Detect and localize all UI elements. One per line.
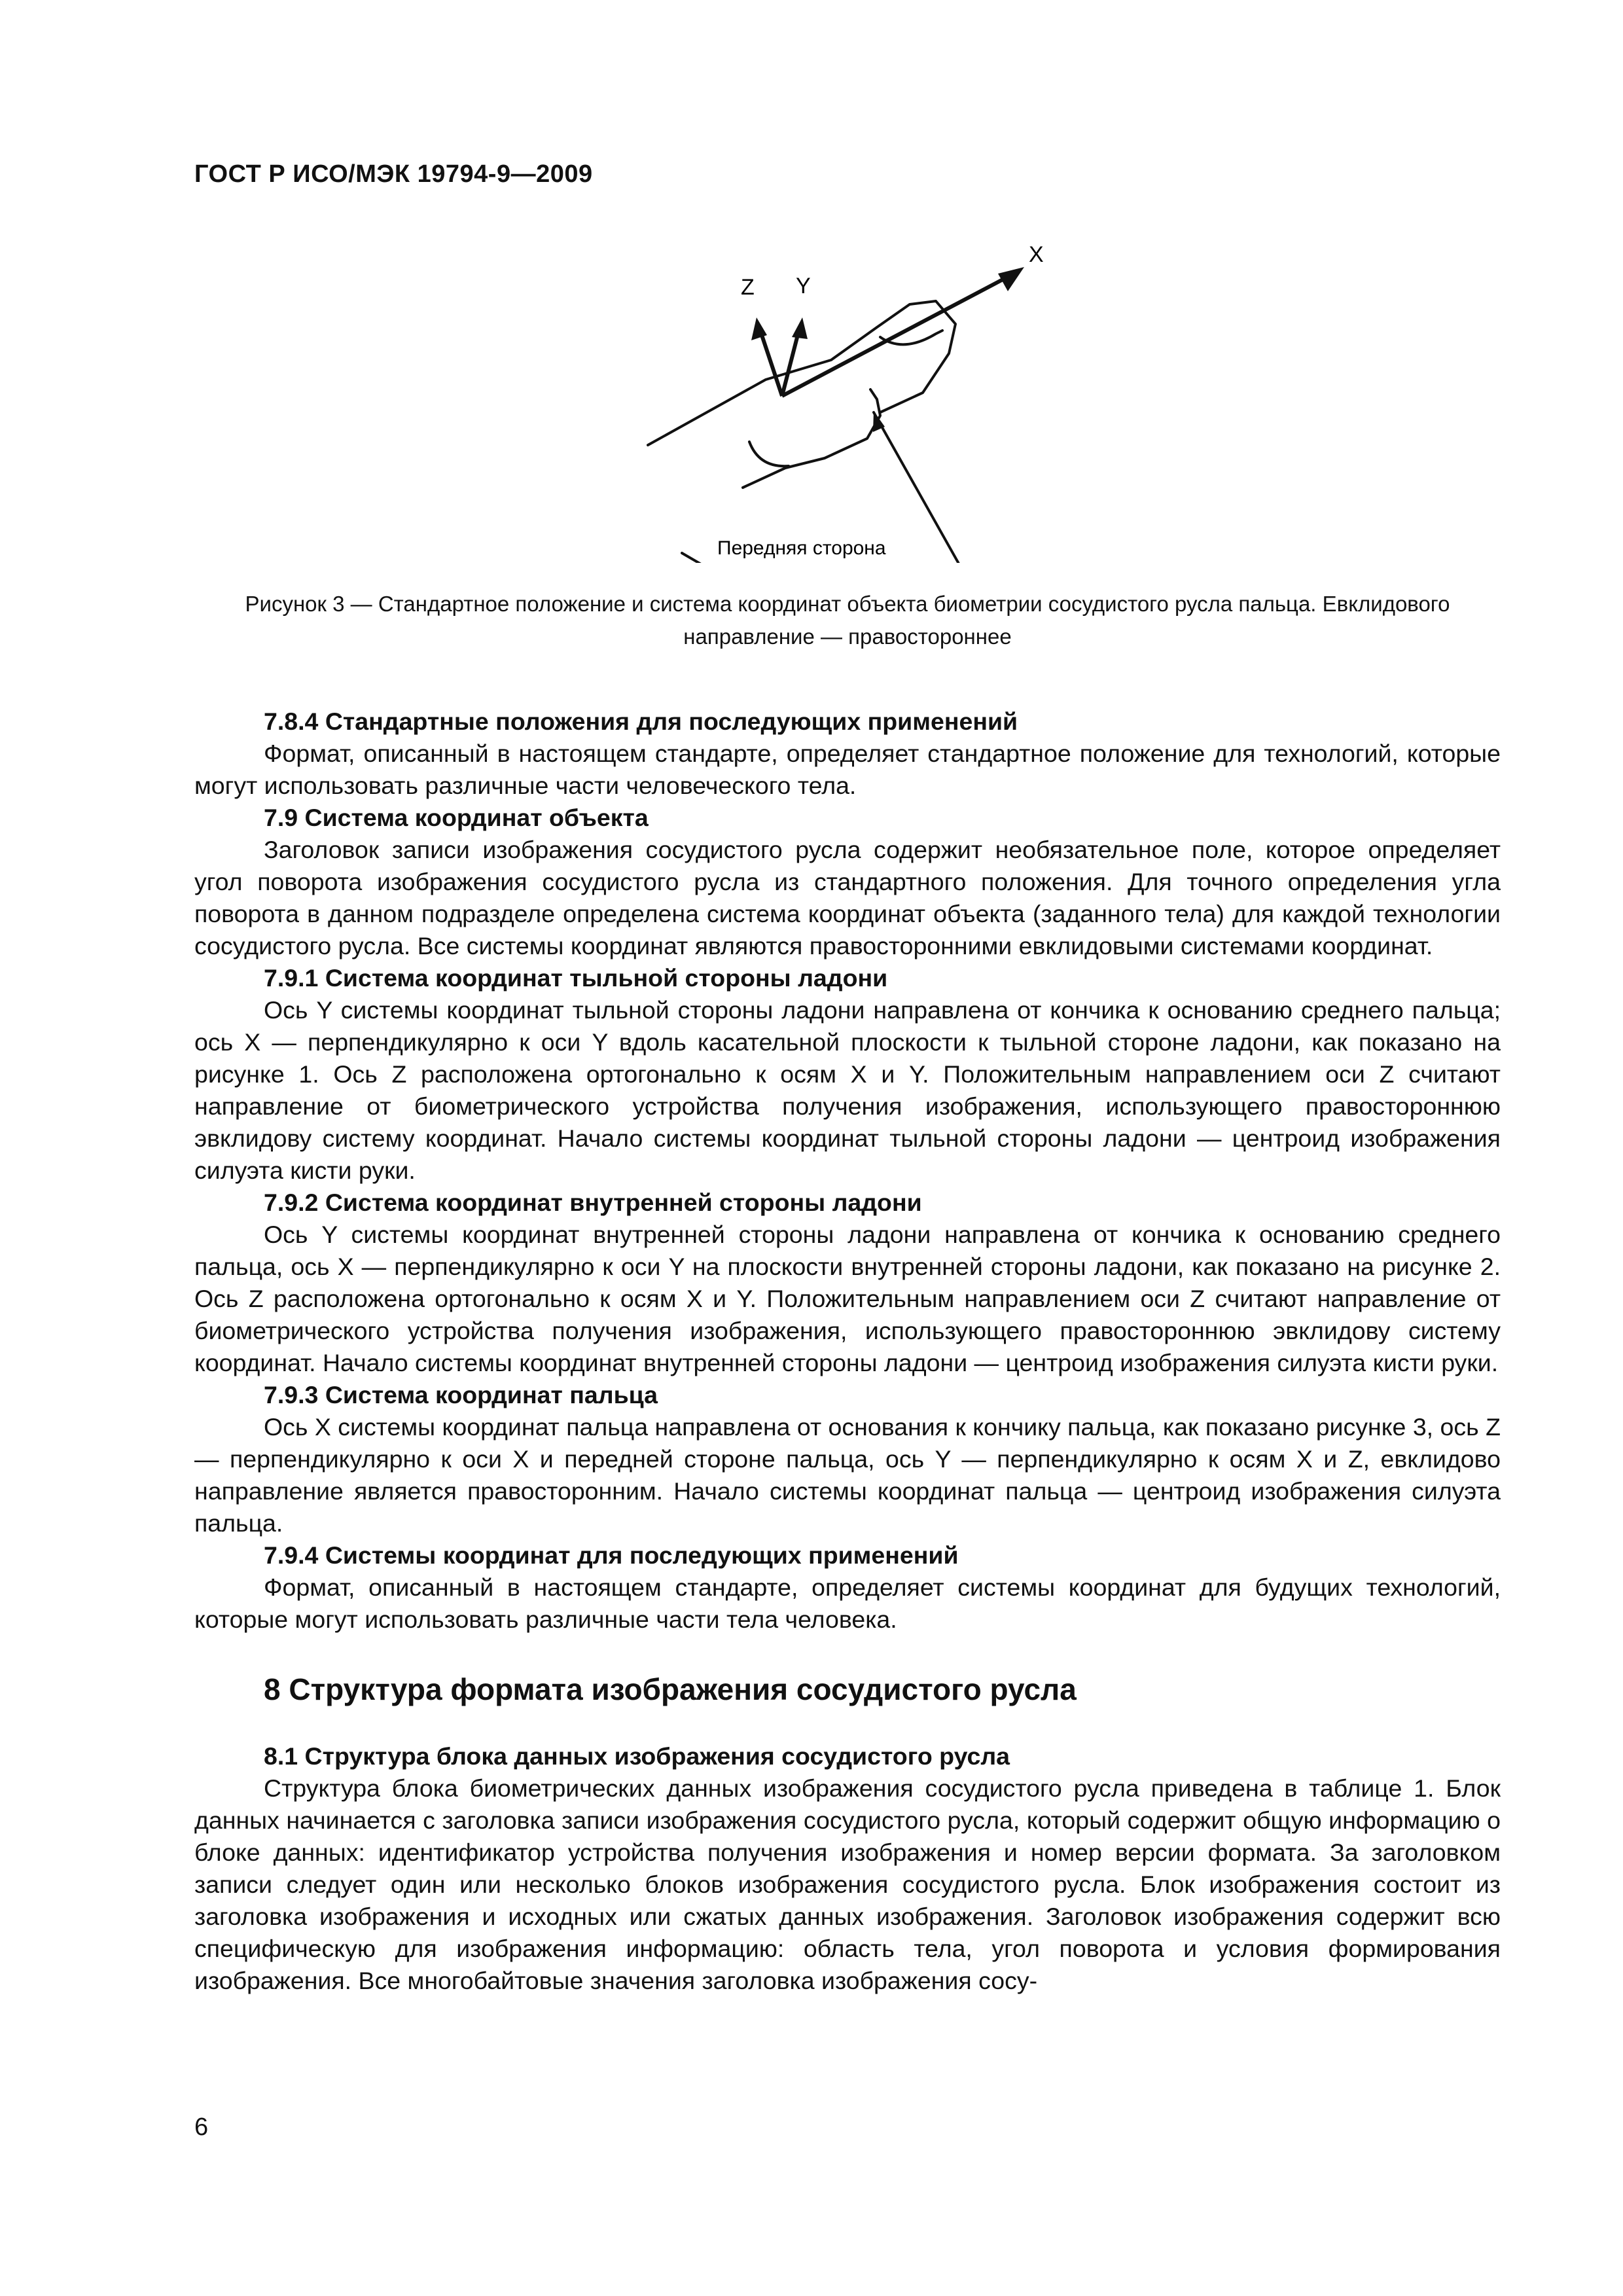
section-8-1-title: 8.1 Структура блока данных изображения сосудистого русла (264, 1742, 1010, 1770)
x-axis-arrowhead (998, 267, 1024, 291)
document-body (194, 706, 1501, 1997)
figure-caption: Рисунок 3 — Стандартное положение и система координат объекта биометрии сосудистого русла пальца. Евклидового направление — правостороннее (245, 592, 1450, 649)
axis-x-label: X (1029, 242, 1044, 267)
section-7-9-2-text: Ось Y системы координат внутренней стороны ладони направлена от кончика к основанию среднего пальца, ось X — перпендикулярно к оси Y на плоскости внутренней стороны ладони, как показано на рисунке 2. Ось Z расположена ортогонально к осям X и Y. Положительным направлением оси Z считают направление от биометрического устройства получения изображения, использующего правостороннюю эвклидову систему координат. Начало системы координат внутренней стороны ладони — центроид изображения силуэта кисти руки. (194, 1221, 1501, 1376)
finger-crease (749, 442, 789, 466)
section-8-1-text: Структура блока биометрических данных изображения сосудистого русла приведена в таблице 1. Блок данных начинается с заголовка записи изображения сосудистого русла, который содержит общую информацию о блоке данных: идентификатор устройства получения изображения и номер версии формата. За заголовком записи следует один или несколько блоков изображения сосудистого русла. Блок изображения состоит из заголовка изображения и исходных или сжатых данных изображения. Заголовок изображения содержит всю специфическую для изображения информацию: область тела, угол поворота и условия формирования изображения. Все многобайтовые значения заголовка изображения сосу- (194, 1774, 1501, 1994)
section-7-9-title: 7.9 Система координат объекта (264, 804, 649, 831)
document-header: ГОСТ Р ИСО/МЭК 19794-9—2009 (194, 160, 593, 188)
section-7-9-text: Заголовок записи изображения сосудистого русла содержит необязательное поле, которое определяет угол поворота изображения сосудистого русла из стандартного положения. Для точного определения угла поворота в данном подразделе определена система координат объекта (заданного тела) для каждой технологии сосудистого русла. Все системы координат являются правосторонними евклидовыми системами координат. (194, 836, 1501, 960)
section-7-9-3-title: 7.9.3 Система координат пальца (264, 1381, 658, 1408)
z-axis-arrowhead (751, 317, 767, 340)
section-8-title: 8 Структура формата изображения сосудистого русла (264, 1672, 1077, 1706)
y-axis-arrowhead (792, 317, 808, 339)
z-axis (759, 327, 782, 396)
section-7-9-1-text: Ось Y системы координат тыльной стороны ладони направлена от кончика к основанию среднего пальца; ось X — перпендикулярно к оси Y вдоль касательной плоскости к тыльной стороне ладони, как показано на рисунке 1. Ось Z расположена ортогонально к осям X и Y. Положительным направлением оси Z считают направление от биометрического устройства получения изображения, использующего правостороннюю эвклидову систему координат. Начало системы координат тыльной стороны ладони — центроид изображения силуэта кисти руки. (194, 996, 1501, 1184)
section-7-9-4-text: Формат, описанный в настоящем стандарте, определяет системы координат для будущих технологий, которые могут использовать различные части тела человека. (194, 1573, 1501, 1633)
axis-z-label: Z (741, 275, 755, 300)
section-7-9-1-title: 7.9.1 Система координат тыльной стороны ладони (264, 964, 888, 992)
section-7-8-4-title: 7.8.4 Стандартные положения для последующих применений (264, 708, 1018, 735)
x-axis (782, 272, 1018, 396)
finger-lower-contour (743, 389, 880, 488)
section-7-9-4-title: 7.9.4 Системы координат для последующих применений (264, 1541, 959, 1569)
finger-coordinate-figure (628, 223, 1086, 563)
front-side-label: Передняя сторона (717, 537, 886, 559)
page-number: 6 (194, 2113, 209, 2141)
section-7-9-2-title: 7.9.2 Система координат внутренней стороны ладони (264, 1189, 922, 1216)
axis-y-label: Y (796, 274, 811, 298)
section-7-8-4-text: Формат, описанный в настоящем стандарте, определяет стандартное положение для технологий, которые могут использовать различные части человеческого тела. (194, 740, 1501, 799)
section-7-9-3-text: Ось X системы координат пальца направлена от основания к кончику пальца, как показано рисунке 3, ось Z — перпендикулярно к оси X и передней стороне пальца, ось Y — перпендикулярно к осям X и Z, евклидово направление является правосторонним. Начало системы координат пальца — центроид изображения силуэта пальца. (194, 1413, 1501, 1537)
